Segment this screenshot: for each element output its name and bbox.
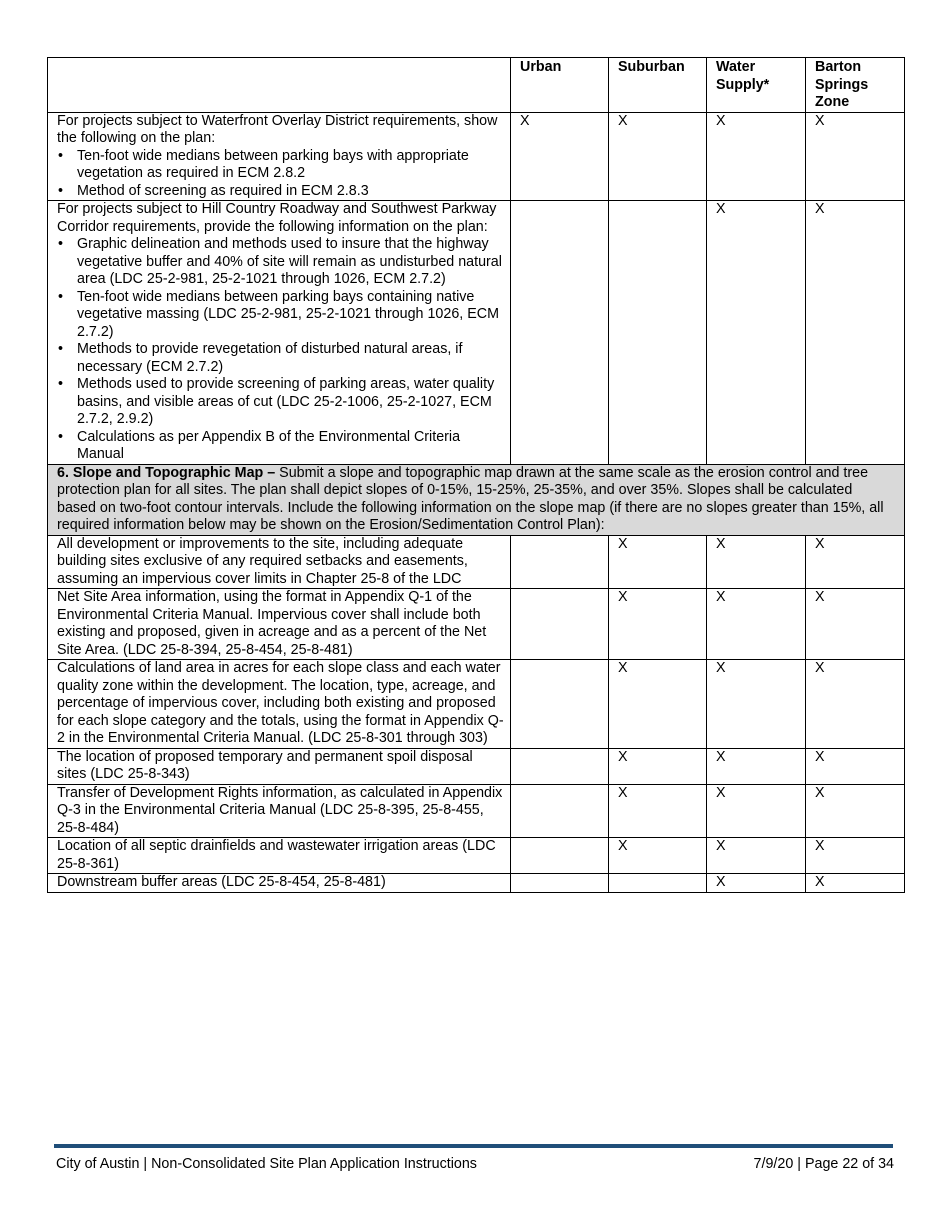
- mark-water-supply: X: [707, 874, 806, 893]
- list-item: • Ten-foot wide medians between parking bays containing native vegetative massing (LDC 25-2-981, 25-2-1021 through 1026, ECM 2.7.2): [57, 289, 506, 342]
- header-barton-springs-zone: Barton Springs Zone: [806, 58, 905, 113]
- mark-suburban: X: [609, 535, 707, 589]
- table-row: [48, 874, 905, 893]
- header-suburban: Suburban: [609, 58, 707, 113]
- table-row: [48, 660, 905, 749]
- mark-barton-springs: X: [806, 589, 905, 660]
- requirement-cell: All development or improvements to the site, including adequate building sites exclusive of any required setbacks and easements, assuming an impervious cover limits in Chapter 25-8 of the LDC: [48, 535, 511, 589]
- table-row: [48, 535, 905, 589]
- requirement-cell: [48, 201, 511, 465]
- section-title: 6. Slope and Topographic Map –: [57, 464, 276, 481]
- mark-barton-springs: X: [806, 784, 905, 838]
- list-item: • Graphic delineation and methods used to insure that the highway vegetative buffer and 40% of site will remain as undisturbed natural area (LDC 25-2-981, 25-2-1021 through 1026, ECM 2.7.2): [57, 236, 506, 289]
- requirement-list: [57, 148, 506, 201]
- requirement-list: [57, 236, 506, 464]
- header-row: [48, 58, 905, 113]
- footer-rule: [54, 1144, 893, 1148]
- mark-urban: [511, 201, 609, 465]
- mark-barton-springs: X: [806, 838, 905, 874]
- mark-urban: [511, 838, 609, 874]
- section-text: Submit a slope and topographic map drawn at the same scale as the erosion control and tree protection plan for all sites. The plan shall depict slopes of 0-15%, 15-25%, 25-35%, and over 35%. Slopes shall be calculated based on two-foot contour intervals. Include the following information on the slope map (if there are no slopes greater than 15%, all required information below may be shown on the Erosion/Sedimentation Control Plan):: [57, 464, 884, 533]
- mark-suburban: X: [609, 589, 707, 660]
- mark-water-supply: X: [707, 112, 806, 201]
- mark-barton-springs: X: [806, 201, 905, 465]
- mark-urban: [511, 874, 609, 893]
- requirement-cell: Net Site Area information, using the format in Appendix Q-1 of the Environmental Criteria Manual. Impervious cover shall include both existing and proposed, given in acreage and as a percent of the Net Site Area. (LDC 25-8-394, 25-8-454, 25-8-481): [48, 589, 511, 660]
- mark-suburban: X: [609, 112, 707, 201]
- table-row: [48, 838, 905, 874]
- table-row: [48, 201, 905, 465]
- mark-urban: X: [511, 112, 609, 201]
- section-cell: [48, 464, 905, 535]
- mark-suburban: X: [609, 660, 707, 749]
- header-water-supply: Water Supply*: [707, 58, 806, 113]
- mark-suburban: X: [609, 838, 707, 874]
- requirement-cell: Downstream buffer areas (LDC 25-8-454, 25-8-481): [48, 874, 511, 893]
- mark-urban: [511, 784, 609, 838]
- mark-urban: [511, 589, 609, 660]
- mark-suburban: [609, 874, 707, 893]
- header-urban: Urban: [511, 58, 609, 113]
- mark-suburban: X: [609, 784, 707, 838]
- mark-water-supply: X: [707, 535, 806, 589]
- header-requirement: [48, 58, 511, 113]
- mark-suburban: X: [609, 748, 707, 784]
- mark-barton-springs: X: [806, 874, 905, 893]
- mark-barton-springs: X: [806, 112, 905, 201]
- table-row: [48, 748, 905, 784]
- mark-water-supply: X: [707, 784, 806, 838]
- requirement-cell: Calculations of land area in acres for each slope class and each water quality zone within the development. The location, type, acreage, and percentage of impervious cover, including both existing and proposed for each slope category and the totals, using the format in Appendix Q-2 in the Environmental Criteria Manual. (LDC 25-8-301 through 303): [48, 660, 511, 749]
- section-header-row: [48, 464, 905, 535]
- mark-water-supply: X: [707, 838, 806, 874]
- requirement-cell: Location of all septic drainfields and wastewater irrigation areas (LDC 25-8-361): [48, 838, 511, 874]
- mark-water-supply: X: [707, 589, 806, 660]
- list-item: • Ten-foot wide medians between parking bays with appropriate vegetation as required in ECM 2.8.2: [57, 148, 506, 183]
- footer-document-title: City of Austin | Non-Consolidated Site Plan Application Instructions: [56, 1156, 477, 1172]
- mark-water-supply: X: [707, 660, 806, 749]
- requirement-cell: Transfer of Development Rights information, as calculated in Appendix Q-3 in the Environmental Criteria Manual (LDC 25-8-395, 25-8-455, 25-8-484): [48, 784, 511, 838]
- table-row: [48, 784, 905, 838]
- mark-barton-springs: X: [806, 535, 905, 589]
- requirement-intro: For projects subject to Waterfront Overlay District requirements, show the following on the plan:: [57, 112, 498, 146]
- mark-barton-springs: X: [806, 748, 905, 784]
- requirement-cell: [48, 112, 511, 201]
- list-item: • Method of screening as required in ECM 2.8.3: [57, 183, 506, 201]
- mark-urban: [511, 660, 609, 749]
- mark-water-supply: X: [707, 201, 806, 465]
- mark-urban: [511, 748, 609, 784]
- mark-barton-springs: X: [806, 660, 905, 749]
- mark-water-supply: X: [707, 748, 806, 784]
- mark-urban: [511, 535, 609, 589]
- table-row: [48, 112, 905, 201]
- footer-page-info: 7/9/20 | Page 22 of 34: [753, 1156, 894, 1172]
- mark-suburban: [609, 201, 707, 465]
- list-item: • Methods used to provide screening of parking areas, water quality basins, and visible areas of cut (LDC 25-2-1006, 25-2-1027, ECM 2.7.2, 2.9.2): [57, 376, 506, 429]
- list-item: • Calculations as per Appendix B of the Environmental Criteria Manual: [57, 429, 506, 464]
- requirements-table: [47, 57, 905, 893]
- requirement-intro: For projects subject to Hill Country Roadway and Southwest Parkway Corridor requirements, provide the following information on the plan:: [57, 201, 497, 235]
- table-row: [48, 589, 905, 660]
- list-item: • Methods to provide revegetation of disturbed natural areas, if necessary (ECM 2.7.2): [57, 341, 506, 376]
- requirement-cell: The location of proposed temporary and permanent spoil disposal sites (LDC 25-8-343): [48, 748, 511, 784]
